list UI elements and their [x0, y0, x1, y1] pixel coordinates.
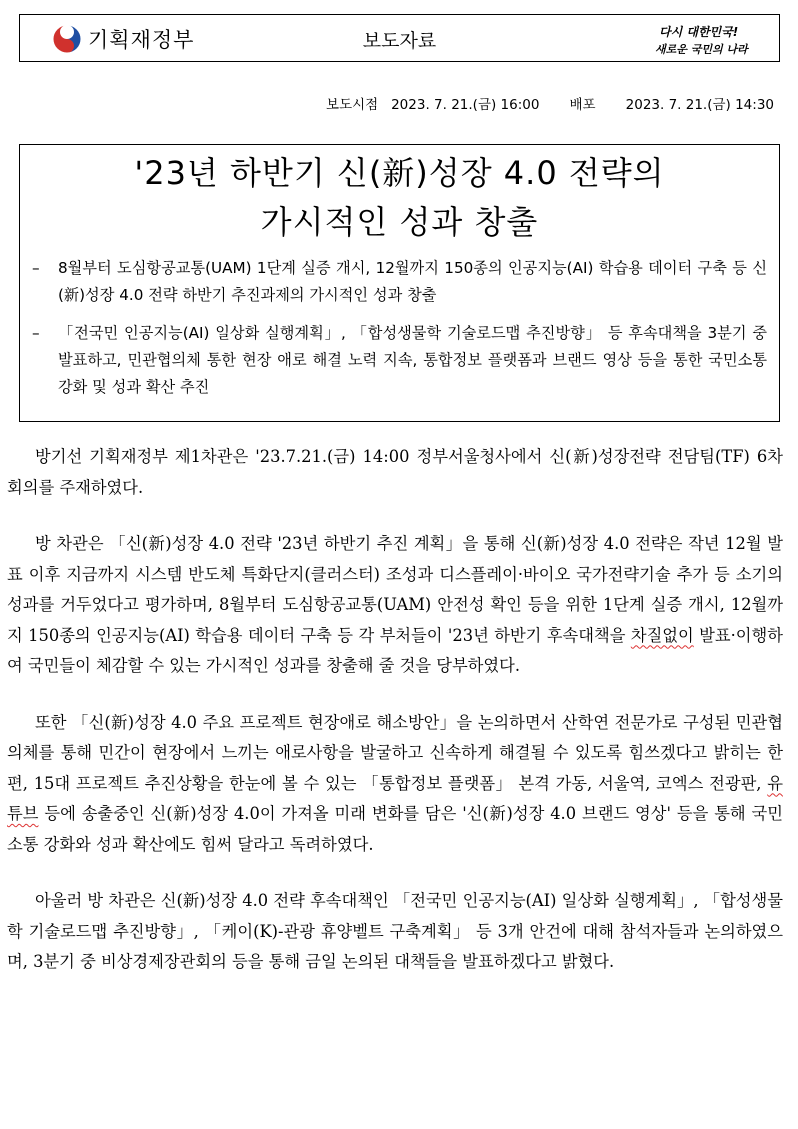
- header-box: [19, 14, 780, 62]
- release-info: [326, 93, 774, 113]
- summary-item-text: 「전국민 인공지능(AI) 일상화 실행계획」, 「합성생물학 기술로드맵 추진방향」 등 후속대책을 3분기 중 발표하고, 민관협의체 통한 현장 애로 해결 노력 지속, 통합정보 플랫폼과 브랜드 영상 등을 통한 국민소통 강화 및 성과 확산 추진: [58, 324, 767, 396]
- spellcheck-mark: 유튜브: [7, 773, 783, 823]
- embargo-label: 보도시점: [326, 97, 379, 113]
- paragraph-3-text-end: 등에 송출중인 신(新)성장 4.0이 가져올 미래 변화를 담은 '신(新)성장 4.0 브랜드 영상' 등을 통해 국민소통 강화와 성과 확산에도 힘써 달라고 독려하였다.: [7, 804, 783, 854]
- paragraph-2: [7, 529, 783, 682]
- embargo-time: 2023. 7. 21.(금) 16:00: [391, 97, 540, 113]
- headline-line2: 가시적인 성과 창출: [260, 203, 539, 241]
- headline-line1: '23년 하반기 신(新)성장 4.0 전략의: [134, 154, 665, 192]
- summary-item-text: 8월부터 도심항공교통(UAM) 1단계 실증 개시, 12월까지 150종의 인공지능(AI) 학습용 데이터 구축 등 신(新)성장 4.0 전략 하반기 추진과제의 가시적인 성과 창출: [58, 259, 767, 304]
- paragraph-3-text: 또한 「신(新)성장 4.0 주요 프로젝트 현장애로 해소방안」을 논의하면서 산학연 전문가로 구성된 민관협의체를 통해 민간이 현장에서 느끼는 애로사항을 발굴하고 신속하게 해결될 수 있도록 힘쓰겠다고 밝히는 한편, 15대 프로젝트 추진상황을 한눈에 볼 수 있는 「통합정보 플랫폼」 본격 가동, 서울역, 코엑스 전광판,: [7, 712, 783, 793]
- distribution-time: 2023. 7. 21.(금) 14:30: [625, 97, 774, 113]
- spellcheck-mark: 차질없이: [630, 625, 694, 645]
- dash-marker: –: [32, 259, 40, 277]
- slogan-line2: 새로운 국민의 나라: [655, 43, 748, 56]
- summary-item: [32, 255, 767, 309]
- summary-list: [32, 255, 767, 412]
- paragraph-3: [7, 708, 783, 861]
- summary-item: [32, 320, 767, 401]
- slogan-line1: 다시 대한민국!: [659, 25, 739, 39]
- paragraph-4: 아울러 방 차관은 신(新)성장 4.0 전략 후속대책인 「전국민 인공지능(AI) 일상화 실행계획」, 「합성생물학 기술로드맵 추진방향」, 「케이(K)-관광 휴양벨트 구축계획」 등 3개 안건에 대해 참석자들과 논의하였으며, 3분기 중 비상경제장관회의 등을 통해 금일 논의된 대책들을 발표하겠다고 밝혔다.: [7, 891, 783, 971]
- paragraph-2-text: 방 차관은 「신(新)성장 4.0 전략 '23년 하반기 추진 계획」을 통해 신(新)성장 4.0 전략은 작년 12월 발표 이후 지금까지 시스템 반도체 특화단지(클러스터) 조성과 디스플레이·바이오 국가전략기술 추가 등 소기의 성과를 거두었다고 평가하며, 8월부터 도심항공교통(UAM) 안전성 확인 등을 위한 1단계 실증 개시, 12월까지 150종의 인공지능(AI) 학습용 데이터 구축 등 각 부처들이 '23년 하반기 후속대책을: [7, 534, 783, 645]
- doc-type: 보도자료: [362, 30, 437, 52]
- ministry-name: 기획재정부: [88, 28, 195, 52]
- slogan-logo: [655, 19, 765, 59]
- body-text: [7, 442, 783, 1004]
- distribution-label: 배포: [569, 97, 596, 113]
- dash-marker: –: [32, 324, 40, 342]
- paragraph-2-text-end: 발표·이행하여 국민들이 체감할 수 있는 가시적인 성과를 창출해 줄 것을 당부하였다.: [7, 625, 783, 675]
- title-box: [19, 144, 780, 422]
- headline: [20, 149, 779, 247]
- paragraph-1: 방기선 기획재정부 제1차관은 '23.7.21.(금) 14:00 정부서울청사에서 신(新)성장전략 전담팀(TF) 6차 회의를 주재하였다.: [7, 447, 783, 497]
